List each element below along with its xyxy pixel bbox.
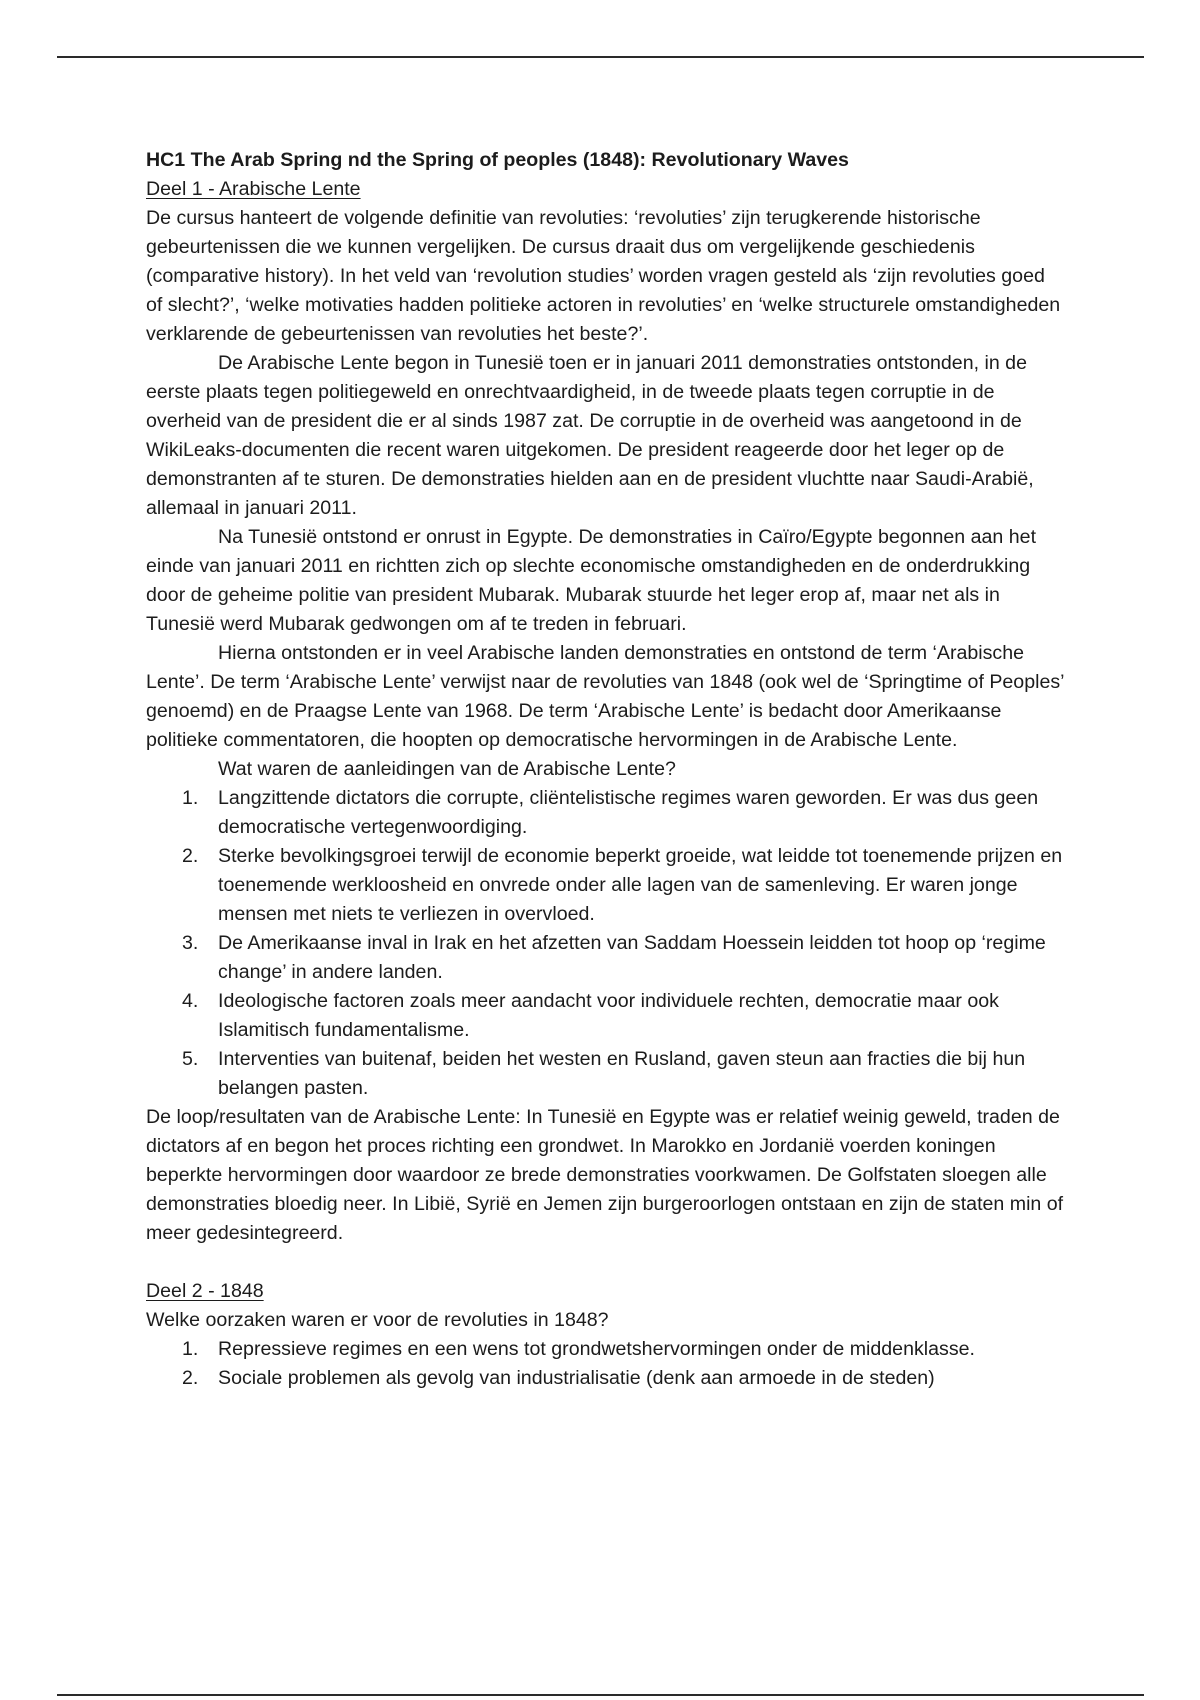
paragraph: Welke oorzaken waren er voor de revoluties in 1848? bbox=[146, 1309, 609, 1331]
list-item-text: Sterke bevolkingsgroei terwijl de economie beperkt groeide, wat leidde tot toenemende prijzen en toenemende werkloosheid en onvrede onder alle lagen van de samenleving. Er waren jonge mensen met niets te verliezen in overvloed. bbox=[218, 845, 1063, 925]
blank-line bbox=[146, 1248, 1066, 1277]
list-item-text: Repressieve regimes en een wens tot grondwetshervormingen onder de middenklasse. bbox=[218, 1338, 975, 1360]
paragraph: Hierna ontstonden er in veel Arabische landen demonstraties en ontstond de term ‘Arabische Lente’. De term ‘Arabische Lente’ verwijst naar de revoluties van 1848 (ook wel de ‘Springtime of Peoples’ genoemd) en de Praagse Lente van 1968. De term ‘Arabische Lente’ is bedacht door Amerikaanse politieke commentatoren, die hoopten op democratische hervormingen in de Arabische Lente. bbox=[146, 642, 1064, 751]
document-title: HC1 The Arab Spring nd the Spring of peoples (1848): Revolutionary Waves bbox=[146, 149, 849, 171]
paragraph: Na Tunesië ontstond er onrust in Egypte. De demonstraties in Caïro/Egypte begonnen aan het einde van januari 2011 en richtten zich op slechte economische omstandigheden en de onderdrukking door de geheime politie van president Mubarak. Mubarak stuurde het leger erop af, maar net als in Tunesië werd Mubarak gedwongen om af te treden in februari. bbox=[146, 526, 1037, 635]
paragraph: Wat waren de aanleidingen van de Arabische Lente? bbox=[218, 758, 676, 780]
list-number: 2. bbox=[182, 845, 199, 867]
top-rule bbox=[57, 56, 1144, 58]
list-item bbox=[146, 1045, 1066, 1103]
list-item bbox=[146, 987, 1066, 1045]
section-heading-part2: Deel 2 - 1848 bbox=[146, 1280, 264, 1302]
list-number: 4. bbox=[182, 990, 199, 1012]
causes-list-part1 bbox=[146, 784, 1066, 1103]
bottom-rule bbox=[57, 1694, 1144, 1696]
list-number: 5. bbox=[182, 1048, 199, 1070]
paragraph: De loop/resultaten van de Arabische Lente: In Tunesië en Egypte was er relatief weinig geweld, traden de dictators af en begon het proces richting een grondwet. In Marokko en Jordanië voerden koningen beperkte hervormingen door waardoor ze brede demonstraties voorkwamen. De Golfstaten sloegen alle demonstraties bloedig neer. In Libië, Syrië en Jemen zijn burgeroorlogen ontstaan en zijn de staten min of meer gedesintegreerd. bbox=[146, 1106, 1064, 1244]
list-item-text: Ideologische factoren zoals meer aandacht voor individuele rechten, democratie maar ook Islamitisch fundamentalisme. bbox=[218, 990, 999, 1041]
document-body bbox=[146, 146, 1066, 1393]
section-heading-part1: Deel 1 - Arabische Lente bbox=[146, 178, 361, 200]
list-item bbox=[146, 842, 1066, 929]
list-item-text: De Amerikaanse inval in Irak en het afzetten van Saddam Hoessein leidden tot hoop op ‘regime change’ in andere landen. bbox=[218, 932, 1046, 983]
list-item-text: Interventies van buitenaf, beiden het westen en Rusland, gaven steun aan fracties die bij hun belangen pasten. bbox=[218, 1048, 1026, 1099]
causes-list-part2 bbox=[146, 1335, 1066, 1393]
list-number: 3. bbox=[182, 932, 199, 954]
paragraph: De Arabische Lente begon in Tunesië toen er in januari 2011 demonstraties ontstonden, in de eerste plaats tegen politiegeweld en onrechtvaardigheid, in de tweede plaats tegen corruptie in de overheid van de president die er al sinds 1987 zat. De corruptie in de overheid was aangetoond in de WikiLeaks-documenten die recent waren uitgekomen. De president reageerde door het leger op de demonstranten af te sturen. De demonstraties hielden aan en de president vluchtte naar Saudi-Arabië, allemaal in januari 2011. bbox=[146, 352, 1034, 519]
list-item bbox=[146, 1364, 1066, 1393]
list-number: 1. bbox=[182, 1338, 199, 1360]
list-number: 2. bbox=[182, 1367, 199, 1389]
list-item-text: Sociale problemen als gevolg van industrialisatie (denk aan armoede in de steden) bbox=[218, 1367, 935, 1389]
list-item-text: Langzittende dictators die corrupte, cliëntelistische regimes waren geworden. Er was dus geen democratische vertegenwoordiging. bbox=[218, 787, 1039, 838]
paragraph: De cursus hanteert de volgende definitie van revoluties: ‘revoluties’ zijn terugkerende historische gebeurtenissen die we kunnen vergelijken. De cursus draait dus om vergelijkende geschiedenis (comparative history). In het veld van ‘revolution studies’ worden vragen gesteld als ‘zijn revoluties goed of slecht?’, ‘welke motivaties hadden politieke actoren in revoluties’ en ‘welke structurele omstandigheden verklarende de gebeurtenissen van revoluties het beste?’. bbox=[146, 207, 1061, 345]
list-item bbox=[146, 1335, 1066, 1364]
list-item bbox=[146, 784, 1066, 842]
list-item bbox=[146, 929, 1066, 987]
list-number: 1. bbox=[182, 787, 199, 809]
